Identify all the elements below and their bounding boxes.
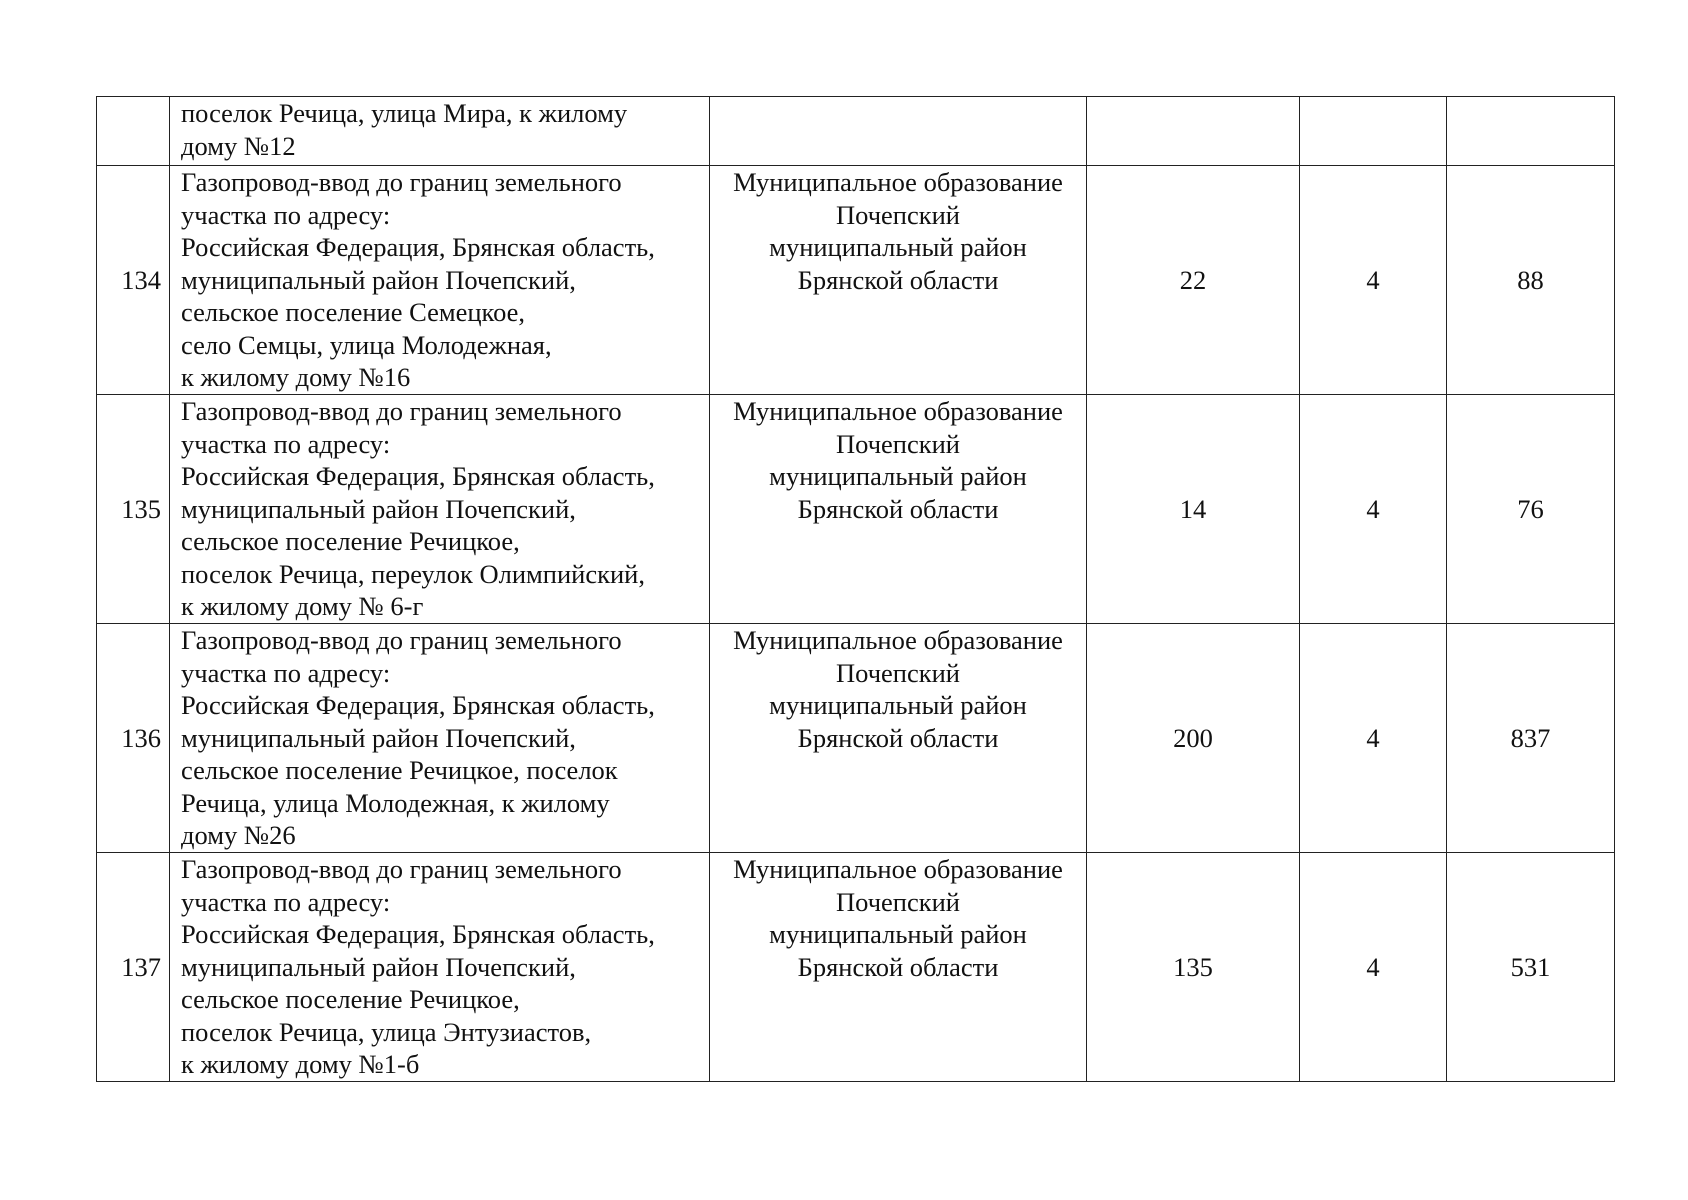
description-cell — [170, 166, 710, 395]
description-line: участка по адресу: — [181, 199, 391, 230]
description-line: сельское поселение Речицкое, — [181, 526, 520, 556]
owner-line: Почепский — [836, 428, 960, 459]
description-line: участка по адресу: — [181, 428, 391, 459]
description-line: Российская Федерация, Брянская область, — [181, 919, 655, 949]
row-number-cell — [97, 97, 170, 166]
table-row-continuation — [97, 97, 1615, 166]
table-row — [97, 624, 1615, 853]
row-number-cell: 134 — [97, 166, 170, 395]
description-line: Газопровод-ввод до границ земельного — [181, 167, 622, 197]
description-line: муниципальный район Почепский, — [181, 951, 576, 982]
description-line: дому №12 — [181, 130, 296, 161]
description-cell — [170, 97, 710, 166]
class-cell — [1300, 97, 1447, 166]
description-cell — [170, 395, 710, 624]
owner-cell — [710, 166, 1087, 395]
description-line: дому №26 — [181, 820, 296, 850]
owner-line: Муниципальное образование — [733, 625, 1063, 655]
description-cell — [170, 624, 710, 853]
owner-line: Почепский — [836, 886, 960, 917]
description-line: село Семцы, улица Молодежная, — [181, 329, 552, 360]
owner-cell — [710, 853, 1087, 1082]
description-line: сельское поселение Речицкое, — [181, 984, 520, 1014]
value-cell: 76 — [1447, 395, 1615, 624]
length-cell: 14 — [1087, 395, 1300, 624]
owner-cell — [710, 97, 1087, 166]
class-cell: 4 — [1300, 166, 1447, 395]
description-line: Речица, улица Молодежная, к жилому — [181, 787, 610, 818]
table-row — [97, 395, 1615, 624]
owner-line: муниципальный район — [769, 690, 1027, 720]
owner-cell — [710, 395, 1087, 624]
owner-line: муниципальный район — [769, 232, 1027, 262]
owner-cell — [710, 624, 1087, 853]
description-line: поселок Речица, улица Энтузиастов, — [181, 1016, 592, 1047]
description-line: поселок Речица, улица Мира, к жилому — [181, 98, 628, 128]
facilities-table — [96, 96, 1615, 1082]
description-line: Газопровод-ввод до границ земельного — [181, 396, 622, 426]
description-line: Газопровод-ввод до границ земельного — [181, 854, 622, 884]
owner-line: муниципальный район — [769, 919, 1027, 949]
length-cell: 22 — [1087, 166, 1300, 395]
table-body — [97, 97, 1615, 1082]
description-line: сельское поселение Речицкое, поселок — [181, 755, 618, 785]
description-line: Российская Федерация, Брянская область, — [181, 461, 655, 491]
value-cell: 837 — [1447, 624, 1615, 853]
owner-line: Брянской области — [797, 951, 999, 982]
description-cell — [170, 853, 710, 1082]
description-line: участка по адресу: — [181, 886, 391, 917]
row-number-cell: 136 — [97, 624, 170, 853]
class-cell: 4 — [1300, 624, 1447, 853]
class-cell: 4 — [1300, 395, 1447, 624]
description-line: Российская Федерация, Брянская область, — [181, 690, 655, 720]
value-cell: 88 — [1447, 166, 1615, 395]
description-line: сельское поселение Семецкое, — [181, 297, 526, 327]
owner-line: Брянской области — [797, 493, 999, 524]
description-line: муниципальный район Почепский, — [181, 493, 576, 524]
description-line: Газопровод-ввод до границ земельного — [181, 625, 622, 655]
class-cell: 4 — [1300, 853, 1447, 1082]
owner-line: Муниципальное образование — [733, 396, 1063, 426]
description-line: Российская Федерация, Брянская область, — [181, 232, 655, 262]
length-cell — [1087, 97, 1300, 166]
description-line: муниципальный район Почепский, — [181, 722, 576, 753]
owner-line: муниципальный район — [769, 461, 1027, 491]
length-cell: 135 — [1087, 853, 1300, 1082]
owner-line: Муниципальное образование — [733, 167, 1063, 197]
row-number-cell: 137 — [97, 853, 170, 1082]
description-line: к жилому дому № 6-г — [181, 591, 424, 621]
value-cell — [1447, 97, 1615, 166]
table-row — [97, 166, 1615, 395]
owner-line: Почепский — [836, 657, 960, 688]
description-line: к жилому дому №16 — [181, 362, 411, 392]
description-line: к жилому дому №1-б — [181, 1049, 420, 1079]
value-cell: 531 — [1447, 853, 1615, 1082]
owner-line: Муниципальное образование — [733, 854, 1063, 884]
owner-line: Почепский — [836, 199, 960, 230]
owner-line: Брянской области — [797, 264, 999, 295]
description-line: участка по адресу: — [181, 657, 391, 688]
length-cell: 200 — [1087, 624, 1300, 853]
row-number-cell: 135 — [97, 395, 170, 624]
description-line: поселок Речица, переулок Олимпийский, — [181, 558, 645, 589]
table-row — [97, 853, 1615, 1082]
owner-line: Брянской области — [797, 722, 999, 753]
description-line: муниципальный район Почепский, — [181, 264, 576, 295]
